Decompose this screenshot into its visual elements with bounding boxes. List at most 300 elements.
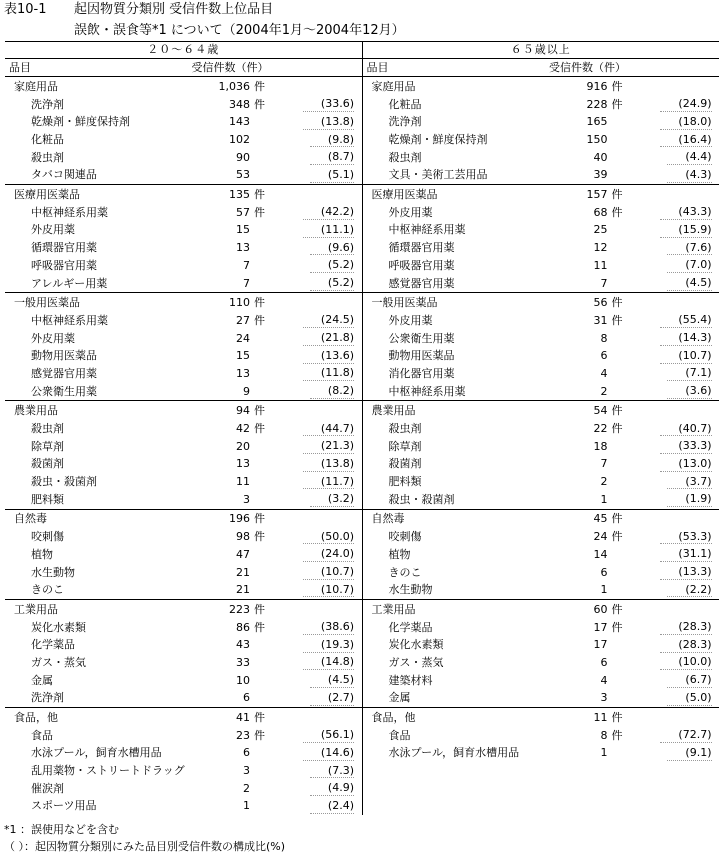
item-count: 3 — [243, 492, 250, 506]
category-name: 農業用品 — [371, 404, 416, 418]
item-row — [5, 762, 362, 780]
item-percent-cell — [634, 691, 712, 706]
item-name: 外皮用薬 — [388, 205, 433, 219]
item-percent: (13.0) — [660, 457, 711, 472]
item-percent-cell — [634, 331, 712, 346]
item-count: 228 — [586, 97, 608, 111]
item-name: 感覚器官用薬 — [388, 276, 455, 290]
item-row — [363, 166, 720, 184]
item-percent: (2.7) — [310, 691, 354, 706]
category-count: 56 — [593, 296, 608, 310]
table-subtitle: 誤飲・誤食等*1 について（2004年1月～2004年12月） — [74, 23, 405, 38]
item-percent: (38.6) — [303, 620, 354, 635]
item-count: 1 — [243, 799, 250, 813]
item-count: 42 — [236, 422, 250, 436]
item-unit: 件 — [611, 313, 623, 327]
item-row — [5, 383, 362, 401]
item-name: 中枢神経系用薬 — [31, 205, 108, 219]
item-percent: (18.0) — [660, 115, 711, 130]
item-name: 殺虫剤 — [388, 422, 422, 436]
item-name: 炭化水素類 — [31, 620, 86, 634]
item-percent: (24.0) — [303, 547, 354, 562]
category-name: 工業用品 — [371, 602, 416, 616]
item-name: 外皮用薬 — [31, 331, 75, 345]
category-group — [5, 401, 362, 509]
item-count: 13 — [236, 457, 250, 471]
item-percent-cell — [634, 384, 712, 399]
item-count: 18 — [593, 439, 608, 453]
item-name: 殺虫剤 — [31, 422, 64, 436]
category-group — [5, 293, 362, 401]
item-percent-cell — [634, 620, 712, 635]
item-percent-cell — [634, 673, 712, 688]
item-percent: (10.7) — [660, 349, 711, 364]
item-count: 143 — [229, 115, 250, 129]
item-percent: (4.4) — [667, 150, 711, 165]
item-name: 催涙剤 — [31, 781, 64, 795]
item-row — [5, 222, 362, 240]
item-percent: (21.8) — [303, 331, 354, 346]
category-row — [363, 186, 720, 204]
category-row — [5, 78, 362, 96]
item-percent-cell — [276, 492, 354, 507]
item-name: ガス・蒸気 — [388, 655, 444, 669]
item-name: 殺虫剤 — [388, 150, 422, 164]
item-row — [5, 727, 362, 745]
item-percent-cell — [634, 97, 712, 112]
category-count: 157 — [586, 188, 608, 202]
table-title — [4, 2, 273, 18]
item-percent: (6.7) — [667, 673, 711, 688]
item-percent-cell — [634, 258, 712, 273]
category-count: 54 — [593, 404, 608, 418]
item-percent-cell — [276, 97, 354, 112]
item-name: 呼吸器官用薬 — [31, 258, 97, 272]
item-row — [5, 473, 362, 491]
header-item-label: 品目 — [9, 60, 31, 74]
item-row — [5, 636, 362, 654]
category-unit: 件 — [254, 188, 265, 202]
item-percent: (8.2) — [310, 384, 354, 399]
footnote-2: （ ）：起因物質分類別にみた品目別受信件数の構成比(%) — [4, 840, 286, 853]
item-percent-cell — [634, 565, 712, 580]
item-name: 公衆衛生用薬 — [31, 384, 97, 398]
item-count: 4 — [600, 673, 608, 687]
item-percent-cell — [276, 691, 354, 706]
column-left-label: ２０～６４歳 — [147, 43, 220, 57]
data-table — [5, 41, 719, 815]
item-row — [5, 239, 362, 257]
category-unit: 件 — [611, 512, 623, 526]
item-name: 公衆衛生用薬 — [388, 331, 455, 345]
item-percent-cell — [276, 223, 354, 238]
item-name: 動物用医薬品 — [388, 349, 455, 363]
category-row — [363, 78, 720, 96]
item-row — [363, 581, 720, 599]
item-percent: (13.8) — [303, 457, 354, 472]
category-count: 94 — [236, 404, 250, 418]
item-percent-cell — [634, 746, 712, 761]
category-name: 一般用医薬品 — [14, 296, 80, 310]
item-percent-cell — [634, 313, 712, 328]
category-name: 医療用医薬品 — [371, 188, 438, 202]
item-row — [363, 149, 720, 167]
item-percent: (33.6) — [303, 97, 354, 112]
header-count-label: 受信件数（件） — [191, 60, 269, 74]
item-count: 15 — [236, 223, 250, 237]
category-row — [363, 511, 720, 529]
category-row — [5, 601, 362, 619]
item-percent-cell — [276, 366, 354, 381]
item-name: 化学薬品 — [388, 620, 433, 634]
item-percent-cell — [276, 313, 354, 328]
item-row — [5, 347, 362, 365]
item-percent: (7.1) — [667, 366, 711, 381]
category-unit: 件 — [254, 711, 265, 725]
item-count: 40 — [593, 150, 608, 164]
category-group — [363, 510, 720, 600]
item-name: 化粧品 — [31, 133, 64, 147]
item-percent-cell — [276, 276, 354, 291]
item-count: 43 — [236, 638, 250, 652]
item-percent: (11.1) — [303, 223, 354, 238]
item-percent: (5.2) — [310, 276, 354, 291]
item-row — [363, 239, 720, 257]
item-count: 3 — [600, 691, 608, 705]
item-count: 165 — [586, 115, 608, 129]
table-title-text: 起因物質分類別 受信件数上位品目 — [74, 2, 274, 17]
category-unit: 件 — [611, 711, 623, 725]
item-percent-cell — [276, 168, 354, 183]
item-row — [363, 654, 720, 672]
item-percent: (19.3) — [303, 638, 354, 653]
category-unit: 件 — [611, 79, 623, 93]
item-percent-cell — [276, 133, 354, 148]
category-unit: 件 — [254, 296, 265, 310]
item-name: スポーツ用品 — [31, 799, 97, 813]
item-unit: 件 — [611, 620, 623, 634]
item-percent: (4.3) — [667, 168, 711, 183]
item-percent: (2.4) — [310, 799, 354, 814]
item-count: 3 — [243, 764, 250, 778]
item-unit: 件 — [611, 205, 623, 219]
header-count-label: 受信件数（件） — [549, 60, 626, 74]
item-percent: (7.3) — [310, 764, 354, 779]
item-percent-cell — [634, 638, 712, 653]
item-percent-cell — [276, 799, 354, 814]
category-unit: 件 — [254, 79, 265, 93]
item-percent: (7.6) — [667, 241, 711, 256]
item-name: 植物 — [388, 547, 411, 561]
item-row — [363, 564, 720, 582]
item-percent-cell — [634, 439, 712, 454]
item-percent-cell — [276, 439, 354, 454]
item-count: 86 — [236, 620, 250, 634]
category-unit: 件 — [611, 602, 623, 616]
item-count: 20 — [236, 439, 250, 453]
item-name: 化学薬品 — [31, 638, 75, 652]
category-name: 自然毒 — [371, 512, 405, 526]
category-row — [5, 709, 362, 727]
header-item-label: 品目 — [366, 60, 389, 74]
item-row — [5, 166, 362, 184]
item-count: 31 — [593, 313, 608, 327]
item-percent: (3.6) — [667, 384, 711, 399]
item-percent-cell — [634, 150, 712, 165]
item-unit: 件 — [611, 97, 623, 111]
item-percent-cell — [276, 150, 354, 165]
item-count: 13 — [236, 366, 250, 380]
item-row — [363, 619, 720, 637]
category-row — [363, 709, 720, 727]
item-percent: (14.6) — [303, 746, 354, 761]
category-name: 食品，他 — [371, 711, 416, 725]
item-row — [363, 275, 720, 293]
item-row — [5, 131, 362, 149]
item-percent: (7.0) — [667, 258, 711, 273]
item-row — [363, 96, 720, 114]
item-percent: (42.2) — [303, 205, 354, 220]
item-name: 水生動物 — [388, 583, 433, 597]
item-name: 咬刺傷 — [31, 530, 64, 544]
item-percent-cell — [634, 475, 712, 490]
category-group — [363, 185, 720, 293]
item-count: 21 — [236, 583, 250, 597]
item-percent: (10.0) — [660, 655, 711, 670]
item-name: 呼吸器官用薬 — [388, 258, 455, 272]
item-name: きのこ — [388, 565, 422, 579]
item-count: 11 — [593, 258, 608, 272]
item-name: 洗浄剤 — [31, 691, 64, 705]
item-percent: (43.3) — [660, 205, 711, 220]
item-name: 外皮用薬 — [31, 223, 75, 237]
item-count: 14 — [593, 547, 608, 561]
item-percent: (5.0) — [667, 691, 711, 706]
item-percent-cell — [634, 422, 712, 437]
item-percent: (13.3) — [660, 565, 711, 580]
category-name: 自然毒 — [14, 512, 47, 526]
item-name: 乱用薬物・ストリートドラッグ — [31, 764, 185, 778]
item-name: 殺虫・殺菌剤 — [31, 475, 97, 489]
category-count: 11 — [593, 711, 608, 725]
item-percent: (9.1) — [667, 746, 711, 761]
item-unit: 件 — [611, 422, 623, 436]
item-count: 23 — [236, 728, 250, 742]
item-name: 洗浄剤 — [388, 115, 422, 129]
item-percent-cell — [276, 422, 354, 437]
item-percent: (14.3) — [660, 331, 711, 346]
item-count: 1 — [600, 492, 608, 506]
item-name: 金属 — [388, 691, 411, 705]
category-group — [363, 77, 720, 185]
item-name: 中枢神経系用薬 — [31, 313, 108, 327]
category-group — [5, 510, 362, 600]
item-row — [363, 473, 720, 491]
panel-age-65-plus — [362, 59, 720, 815]
item-percent: (28.3) — [660, 638, 711, 653]
item-percent-cell — [634, 168, 712, 183]
item-count: 7 — [600, 276, 608, 290]
category-count: 110 — [229, 296, 250, 310]
item-unit: 件 — [254, 205, 265, 219]
item-name: 殺菌剤 — [388, 457, 422, 471]
item-percent: (11.7) — [303, 475, 354, 490]
item-percent-cell — [276, 258, 354, 273]
item-name: 建築材料 — [388, 673, 433, 687]
item-percent: (53.3) — [660, 530, 711, 545]
category-row — [5, 402, 362, 420]
item-percent-cell — [276, 764, 354, 779]
item-name: 文具・美術工芸用品 — [388, 168, 488, 182]
category-unit: 件 — [611, 188, 623, 202]
category-unit: 件 — [254, 512, 265, 526]
item-percent: (11.8) — [303, 366, 354, 381]
item-row — [363, 257, 720, 275]
item-name: 消化器官用薬 — [388, 366, 455, 380]
table-number: 表10-1 — [4, 2, 47, 17]
item-row — [363, 727, 720, 745]
item-row — [363, 438, 720, 456]
item-percent-cell — [276, 241, 354, 256]
category-unit: 件 — [611, 296, 623, 310]
item-row — [363, 330, 720, 348]
item-count: 33 — [236, 655, 250, 669]
item-row — [363, 636, 720, 654]
item-count: 17 — [593, 638, 608, 652]
category-count: 1,036 — [218, 79, 250, 93]
item-percent: (50.0) — [303, 530, 354, 545]
item-row — [5, 672, 362, 690]
item-row — [5, 798, 362, 816]
item-name: 乾燥剤・鮮度保持剤 — [31, 115, 130, 129]
item-unit: 件 — [254, 620, 265, 634]
item-name: 炭化水素類 — [388, 638, 444, 652]
item-row — [363, 365, 720, 383]
item-percent-cell — [634, 276, 712, 291]
item-percent-cell — [276, 457, 354, 472]
item-row — [5, 149, 362, 167]
item-row — [5, 330, 362, 348]
item-count: 6 — [243, 746, 250, 760]
category-count: 916 — [586, 79, 608, 93]
item-row — [5, 619, 362, 637]
item-percent-cell — [634, 223, 712, 238]
item-row — [363, 347, 720, 365]
item-name: 中枢神経系用薬 — [388, 223, 466, 237]
item-percent: (2.2) — [667, 583, 711, 598]
footnote-1: *1 ：誤使用などを含む — [4, 823, 119, 836]
item-percent-cell — [634, 655, 712, 670]
item-percent: (21.3) — [303, 439, 354, 454]
item-count: 7 — [243, 258, 250, 272]
item-row — [363, 204, 720, 222]
item-count: 25 — [593, 223, 608, 237]
item-row — [363, 113, 720, 131]
item-row — [5, 491, 362, 509]
item-percent-cell — [634, 547, 712, 562]
item-percent-cell — [634, 728, 712, 743]
item-count: 6 — [600, 349, 608, 363]
item-percent: (10.7) — [303, 583, 354, 598]
item-name: 中枢神経系用薬 — [388, 384, 466, 398]
item-row — [5, 96, 362, 114]
item-percent-cell — [276, 673, 354, 688]
item-name: 金属 — [31, 673, 53, 687]
item-row — [5, 564, 362, 582]
item-count: 102 — [229, 133, 250, 147]
item-percent-cell — [276, 349, 354, 364]
category-group — [363, 293, 720, 401]
item-row — [363, 131, 720, 149]
item-percent: (5.2) — [310, 258, 354, 273]
item-name: 肥料類 — [31, 492, 64, 506]
item-row — [363, 744, 720, 762]
item-row — [5, 204, 362, 222]
item-name: 水泳プール，飼育水槽用品 — [388, 746, 520, 760]
item-percent-cell — [276, 547, 354, 562]
item-row — [5, 654, 362, 672]
item-name: 除草剤 — [388, 439, 422, 453]
item-percent-cell — [634, 366, 712, 381]
category-count: 196 — [229, 512, 250, 526]
item-unit: 件 — [611, 530, 623, 544]
category-unit: 件 — [254, 602, 265, 616]
item-name: 殺菌剤 — [31, 457, 64, 471]
item-row — [5, 546, 362, 564]
item-name: 水生動物 — [31, 565, 75, 579]
item-count: 12 — [593, 241, 608, 255]
category-group — [5, 77, 362, 185]
category-name: 家庭用品 — [371, 79, 416, 93]
item-percent-cell — [634, 583, 712, 598]
item-percent: (24.9) — [660, 97, 711, 112]
item-count: 348 — [229, 97, 250, 111]
item-row — [363, 420, 720, 438]
item-unit: 件 — [254, 530, 265, 544]
item-name: 肥料類 — [388, 475, 422, 489]
item-percent-cell — [276, 620, 354, 635]
item-percent: (28.3) — [660, 620, 711, 635]
item-row — [363, 491, 720, 509]
category-group — [363, 401, 720, 509]
item-name: ガス・蒸気 — [31, 655, 86, 669]
item-row — [5, 689, 362, 707]
panel-header-row — [5, 59, 362, 77]
item-count: 17 — [593, 620, 608, 634]
item-count: 13 — [236, 241, 250, 255]
item-name: 乾燥剤・鮮度保持剤 — [388, 133, 488, 147]
item-row — [363, 383, 720, 401]
item-name: きのこ — [31, 583, 64, 597]
item-name: 咬刺傷 — [388, 530, 422, 544]
column-right-label: ６５歳以上 — [362, 42, 720, 58]
item-name: 食品 — [388, 728, 411, 742]
item-name: 殺虫・殺菌剤 — [388, 492, 455, 506]
category-row — [363, 402, 720, 420]
item-name: タバコ関連品 — [31, 168, 97, 182]
item-percent-cell — [276, 746, 354, 761]
category-group — [363, 600, 720, 708]
item-unit: 件 — [254, 97, 265, 111]
item-percent-cell — [634, 115, 712, 130]
item-percent-cell — [276, 205, 354, 220]
item-name: 化粧品 — [388, 97, 422, 111]
item-unit: 件 — [254, 728, 265, 742]
item-percent-cell — [634, 530, 712, 545]
category-count: 135 — [229, 188, 250, 202]
item-name: 食品 — [31, 728, 53, 742]
item-name: 洗浄剤 — [31, 97, 64, 111]
